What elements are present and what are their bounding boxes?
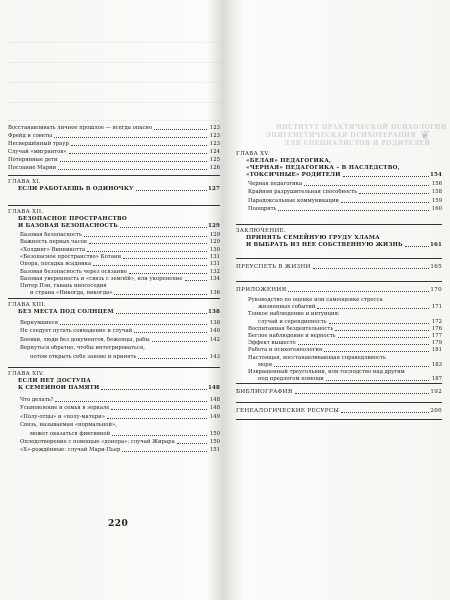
toc-entry (236, 297, 442, 304)
toc-entry-text: Вернувшиеся (20, 320, 58, 326)
chapter-15-title-line3: «ТОКСИЧНЫЕ» РОДИТЕЛИ 154 (246, 172, 443, 178)
toc-entry-text: Восстанавливать личное прошлое — всегда опасно (8, 125, 153, 131)
dot-leader (111, 409, 207, 410)
chapter-12-title-line2: И БАЗОВАЯ БЕЗОПАСНОСТЬ 129 (18, 223, 221, 229)
toc-entry-text: Базовая безопасность (20, 232, 82, 238)
toc-entry (8, 133, 220, 140)
dot-leader (69, 153, 208, 154)
toc-entry (8, 447, 220, 454)
toc-entry-text: Парадоксальные коммуникации (248, 197, 339, 204)
toc-entry-text: Оплодотворение с помощью «донора»: случай Жирара (20, 439, 175, 445)
toc-entry-page: 126 (209, 165, 220, 171)
divider (8, 175, 220, 176)
dot-leader (84, 236, 207, 237)
toc-entry-page: 156 (431, 181, 442, 187)
toc-entry (236, 326, 442, 333)
toc-entry-page: 177 (431, 333, 442, 339)
toc-entry (8, 405, 220, 412)
toc-entry-page: 138 (209, 320, 220, 326)
toc-entry (8, 261, 220, 268)
divider (236, 402, 442, 403)
toc-entry-page: 131 (209, 253, 220, 260)
toc-entry (8, 422, 220, 429)
toc-entry-text: Базовая безопасность через осязание (20, 268, 128, 275)
toc-entry (236, 376, 442, 383)
toc-entry-text: Беглое наблюдение и верность (248, 333, 336, 339)
toc-entry-text: Питер Пэн, гавань инососодия (20, 283, 107, 290)
toc-entry-text: Черная педагогика (248, 181, 303, 187)
toc-entry (8, 290, 220, 297)
toc-entry-text: Усыновление и семья в зеркале (20, 405, 110, 412)
show-through-line (8, 118, 220, 121)
toc-entry-text: «Холдинг» Винникотта (20, 246, 86, 253)
dot-leader (152, 341, 207, 342)
dot-leader (335, 330, 429, 331)
toc-entry-text: Опора, посадка всадника (20, 261, 92, 268)
divider (8, 367, 220, 368)
toc-entry-text: Боевки, люди без документов, беженцы, рабы (20, 336, 150, 343)
toc-entry-page: 171 (431, 304, 442, 311)
divider (236, 258, 442, 259)
toc-entry-text: Что делать? (20, 397, 54, 403)
toc-entry-page: 179 (431, 340, 442, 347)
toc-entry-page: 149 (209, 413, 220, 420)
toc-entry-page: 148 (209, 397, 220, 403)
toc-entry-text: Важность первых часов (20, 239, 87, 246)
toc-entry (8, 247, 220, 254)
dot-leader (304, 185, 429, 186)
toc-entry-text: Эффект вышесто (248, 340, 296, 347)
appendices-heading: ПРИЛОЖЕНИЯ 170 (236, 287, 442, 293)
dot-leader (89, 243, 207, 244)
dot-leader (341, 202, 429, 203)
divider (236, 224, 442, 225)
toc-entry (236, 319, 442, 326)
toc-entry-page: 183 (431, 361, 442, 368)
chapter-12-label: ГЛАВА XII. (8, 209, 44, 215)
divider (8, 205, 220, 206)
toc-entry-text: моря (258, 361, 273, 368)
toc-entry-page: 142 (209, 336, 220, 343)
toc-entry-text: Не следует путать совпадение и случай (20, 328, 133, 335)
chapter-13-label: ГЛАВА XIII. (8, 302, 46, 308)
toc-entry (8, 254, 220, 261)
chapter-14-title-line2: К СЕМЕЙНОЙ ПАМЯТИ 148 (18, 385, 221, 391)
genealogy-section: ГЕНЕАЛОГИЧЕСКИЕ РЕСУРСЫ 200 (236, 408, 442, 414)
toc-entry (8, 125, 220, 132)
toc-entry-text: и страна «Никогда, никогда» (30, 290, 113, 297)
dot-leader (54, 137, 207, 138)
chapter-15-title: «БЕЛАЯ» ПЕДАГОГИКА, (246, 158, 332, 164)
toc-entry (236, 347, 442, 354)
dot-leader (122, 451, 207, 452)
toc-entry (236, 311, 442, 318)
show-through-line (8, 40, 220, 43)
toc-entry (8, 320, 220, 327)
divider (8, 298, 220, 299)
toc-entry (8, 328, 220, 335)
conclusion-title: ПРИНЯТЬ СЕМЕЙНУЮ ГРУДУ ХЛАМА (246, 235, 381, 241)
toc-entry (236, 304, 442, 311)
toc-entry-page: 123 (209, 141, 220, 147)
toc-entry (8, 337, 220, 344)
toc-entry (8, 354, 220, 361)
toc-entry-page: 187 (431, 376, 442, 383)
dot-leader (154, 129, 207, 130)
toc-entry-text: Связь, называемая «нормальной», (20, 422, 117, 429)
divider (236, 419, 442, 420)
dot-leader (60, 324, 207, 325)
chapter-15-label: ГЛАВА XV. (236, 151, 270, 157)
toc-entry (8, 165, 220, 172)
toc-entry (8, 232, 220, 239)
toc-entry-page: 148 (209, 405, 220, 412)
toc-entry-page: 150 (209, 439, 220, 445)
toc-entry-page: 181 (431, 347, 442, 354)
show-through-line (8, 60, 220, 63)
toc-entry-page: 158 (431, 189, 442, 196)
show-through-text: ЭПИГЕНЕТИЧЕСКАЯ ПСИХОТЕРАПИЯ (266, 132, 417, 139)
toc-entry-page: 150 (209, 430, 220, 437)
toc-entry (8, 239, 220, 246)
toc-entry (8, 431, 220, 438)
dot-leader (114, 294, 207, 295)
dot-leader (338, 337, 429, 338)
toc-entry-text: Случай «мигрантов» (8, 149, 67, 155)
toc-entry-text: «Полу-отцы» и «полу-матери» (20, 413, 105, 420)
toc-entry-text: Извращенный треугольник, или господство над другим (248, 369, 405, 375)
chapter-13-title: БЕЗ МЕСТА ПОД СОЛНЦЕМ 138 (18, 309, 221, 315)
show-through-line (8, 80, 220, 83)
dot-leader (71, 145, 207, 146)
chapter-11-title: ЕСЛИ РАБОТАЕШЬ В ОДИНОЧКУ 127 (18, 186, 221, 192)
toc-entry-page: 172 (431, 318, 442, 325)
toc-entry-page: 131 (209, 261, 220, 268)
toc-entry-page: 124 (209, 149, 220, 155)
dot-leader (359, 193, 429, 194)
toc-entry (236, 340, 442, 347)
page-number: 220 (108, 519, 129, 529)
toc-entry-text: Базовая уверенность и «связь с землёй», или укоренение (20, 275, 183, 282)
toc-entry-text: Тонкое наблюдение и интуиция: (248, 311, 340, 318)
toc-entry (8, 397, 220, 404)
toc-entry-page: 129 (209, 239, 220, 246)
dot-leader (58, 169, 207, 170)
dot-leader (177, 443, 207, 444)
toc-entry (8, 276, 220, 283)
toc-entry-text: Послание Марии (8, 165, 57, 171)
toc-entry (236, 362, 442, 369)
toc-entry (8, 269, 220, 276)
toc-entry-page: 143 (209, 353, 220, 360)
dot-leader (112, 435, 207, 436)
dot-leader (317, 308, 429, 309)
dot-leader (329, 323, 429, 324)
toc-entry-text: Воспитанная бездеятельность (248, 325, 334, 332)
show-through-line (8, 100, 220, 103)
toc-entry (8, 149, 220, 156)
toc-entry (236, 369, 442, 376)
toc-entry (8, 283, 220, 290)
dot-leader (278, 210, 429, 211)
dot-leader (326, 380, 429, 381)
dot-leader (129, 273, 207, 274)
toc-entry-text: Руководство по оценке или самооценке стресса (248, 297, 383, 303)
toc-entry-page: 136 (209, 290, 220, 297)
dot-leader (55, 401, 207, 402)
dot-leader (87, 251, 207, 252)
chapter-14-title: ЕСЛИ НЕТ ДОСТУПА (18, 378, 92, 384)
toc-entry-page: 129 (209, 232, 220, 238)
toc-entry (236, 206, 442, 213)
toc-entry-page: 176 (431, 325, 442, 332)
toc-entry (236, 198, 442, 205)
chapter-11-label: ГЛАВА XI. (8, 179, 41, 185)
succeed-section: ПРЕУСПЕТЬ В ЖИЗНИ 165 (236, 264, 442, 270)
toc-entry-text: Поощрять (248, 206, 277, 213)
toc-entry-text: может оказаться фиктивной (30, 430, 111, 437)
dot-leader (60, 161, 207, 162)
conclusion-label: ЗАКЛЮЧЕНИЕ. (236, 228, 286, 234)
toc-entry (8, 141, 220, 148)
show-through-text: ДЛЯ СПЕЦИАЛИСТОВ И РОДИТЕЛЕЙ (284, 140, 431, 147)
toc-entry-text: потом открыть себе заново и принять (30, 353, 137, 360)
toc-entry (236, 333, 442, 340)
dot-leader (324, 351, 429, 352)
toc-entry-page: 130 (209, 246, 220, 253)
bibliography-section: БИБЛИОГРАФИЯ 192 (236, 389, 442, 395)
toc-entry-page: 132 (209, 268, 220, 275)
dot-leader (185, 280, 207, 281)
toc-entry (236, 355, 442, 362)
dot-leader (274, 366, 429, 367)
divider (236, 281, 442, 282)
toc-entry-page: 123 (209, 125, 220, 131)
show-through-text: ИНСТИТУТ ПРАКТИЧЕСКОЙ ПСИХОЛОГИИ (276, 124, 447, 131)
toc-entry-text: Настоящая, восстанавливающая справедливость (248, 354, 386, 361)
toc-entry-text: «Безопасное пространство» Котанн (20, 253, 122, 260)
dot-leader (134, 332, 207, 333)
toc-entry-page: 134 (209, 275, 220, 282)
toc-entry-text: под предлогом помощи (258, 376, 324, 383)
toc-entry-page: 160 (431, 206, 442, 213)
toc-entry (8, 414, 220, 421)
toc-entry-page: 140 (209, 328, 220, 335)
toc-entry (8, 157, 220, 164)
toc-entry-text: Несвершённый траур (8, 141, 69, 147)
toc-entry (8, 439, 220, 446)
toc-entry-text: Потерянные дети (8, 157, 58, 163)
toc-entry-text: жизненных событий (258, 304, 316, 311)
toc-entry-text: Работа и психогенеология (248, 347, 323, 354)
toc-entry-text: Фрейд и советы (8, 133, 53, 139)
toc-entry-text: случай и серендипность (258, 318, 327, 325)
decorative-ornament-icon: ❦ (420, 128, 431, 142)
toc-entry (236, 181, 442, 188)
dot-leader (138, 358, 207, 359)
toc-entry-text: «Х»-рождённые: случай Мари-Пьер (20, 447, 121, 454)
dot-leader (93, 265, 207, 266)
toc-entry-page: 123 (209, 133, 220, 139)
dot-leader (123, 258, 207, 259)
dot-leader (298, 344, 429, 345)
chapter-12-title: БЕЗОПАСНОЕ ПРОСТРАНСТВО (18, 216, 128, 222)
chapter-14-label: ГЛАВА XIV. (8, 371, 45, 377)
divider (236, 383, 442, 384)
toc-entry-text: Крайняя разрушительная способность (248, 189, 358, 196)
toc-entry-page: 159 (431, 197, 442, 204)
toc-entry-page: 151 (209, 447, 220, 454)
chapter-15-title-line2: «ЧЕРНАЯ» ПЕДАГОГИКА – В НАСЛЕДСТВО, (246, 165, 400, 171)
conclusion-title-line2: И ВЫБРАТЬ ИЗ НЕЕ СОБСТВЕННУЮ ЖИЗНЬ 161 (246, 242, 443, 248)
toc-entry (236, 189, 442, 196)
dot-leader (107, 418, 207, 419)
toc-entry-text: Вернуться обратно, чтобы интегрироваться, (20, 345, 145, 352)
toc-entry (8, 345, 220, 352)
toc-entry-page: 125 (209, 157, 220, 163)
